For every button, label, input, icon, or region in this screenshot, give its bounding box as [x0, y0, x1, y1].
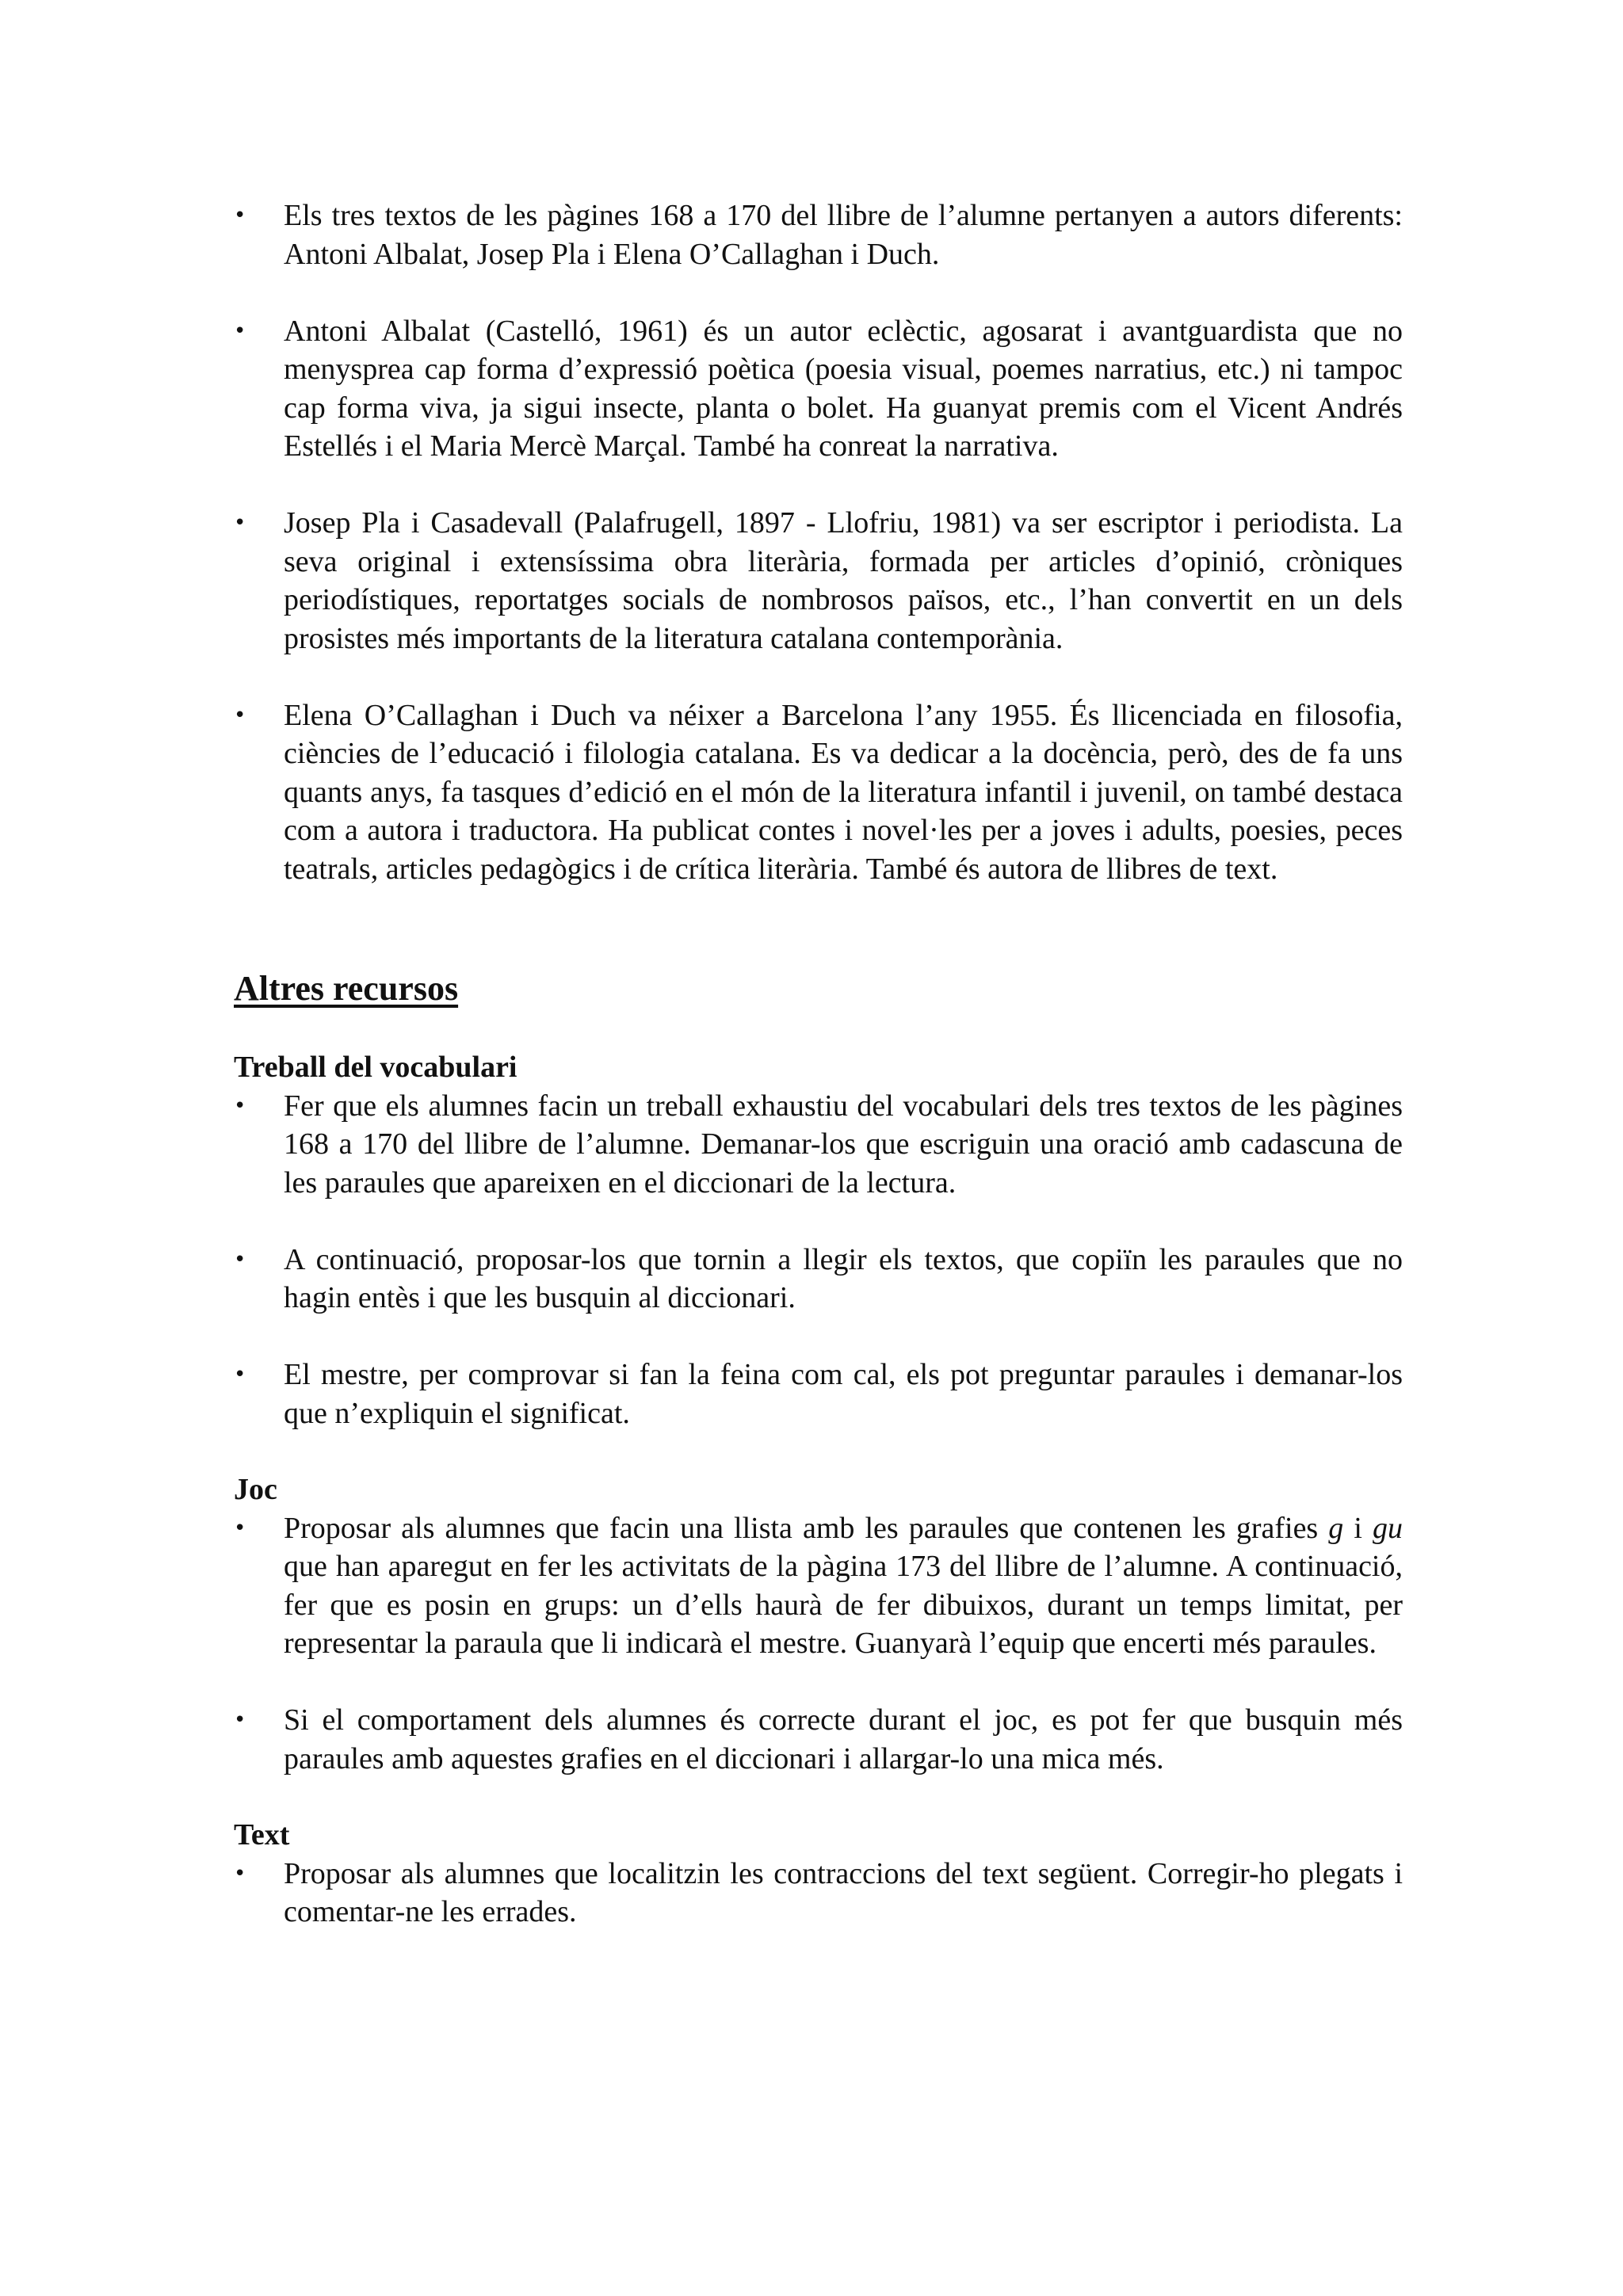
- list-item-text: Proposar als alumnes que localitzin les contraccions del text següent. Corregir-ho plegats i comentar-ne les errades.: [284, 1856, 1403, 1928]
- bullet-icon: •: [234, 703, 246, 727]
- list-item: [234, 1701, 1403, 1778]
- text-bullet-list: [234, 1855, 1403, 1932]
- list-item-text: Josep Pla i Casadevall (Palafrugell, 1897 - Llofriu, 1981) va ser escriptor i periodista. La seva original i extensíssima obra literària, formada per articles d’opinió, cròniques periodístiques, reportatges socials de nombrosos països, etc., l’han convertit en un dels prosistes més importants de la literatura catalana contemporània.: [284, 506, 1403, 655]
- list-item: [234, 1509, 1403, 1663]
- subsection-title-text: Text: [234, 1818, 290, 1852]
- list-item-text: Elena O’Callaghan i Duch va néixer a Barcelona l’any 1955. És llicenciada en filosofia, ciències de l’educació i filologia catalana. Es va dedicar a la docència, però, des de fa uns quants anys, fa tasques d’edició en el món de la literatura infantil i juvenil, on també destaca com a autora i traductora. Ha publicat contes i novel·les per a joves i adults, poesies, peces teatrals, articles pedagògics i de crítica literària. També és autora de llibres de text.: [284, 698, 1403, 886]
- italic-term: gu: [1373, 1511, 1403, 1545]
- bullet-icon: •: [234, 511, 246, 535]
- joc-section: [234, 1470, 1403, 1778]
- bullet-icon: •: [234, 1516, 246, 1540]
- list-item-text: Antoni Albalat (Castelló, 1961) és un autor eclèctic, agosarat i avantguardista que no menysprea cap forma d’expressió poètica (poesia visual, poemes narratius, etc.) ni tampoc cap forma viva, ja sigui insecte, planta o bolet. Ha guanyat premis com el Vicent Andrés Estellés i el Maria Mercè Marçal. També ha conreat la narrativa.: [284, 314, 1403, 463]
- list-item-text: A continuació, proposar-los que tornin a llegir els textos, que copiïn les paraules que no hagin entès i que les busquin al diccionari.: [284, 1242, 1403, 1314]
- text-section: [234, 1816, 1403, 1932]
- list-item-text: Els tres textos de les pàgines 168 a 170 del llibre de l’alumne pertanyen a autors diferents: Antoni Albalat, Josep Pla i Elena O’Callaghan i Duch.: [284, 199, 1403, 271]
- vocabulari-section: [234, 1048, 1403, 1432]
- text-run: que han aparegut en fer les activitats de la pàgina 173 del llibre de l’alumne. A continuació, fer que es posin en grups: un d’ells haurà de fer dibuixos, durant un temps limitat, per representar la paraula que li indicarà el mestre. Guanyarà l’equip que encerti més paraules.: [284, 1550, 1403, 1660]
- list-item: [234, 1356, 1403, 1432]
- list-item: [234, 1087, 1403, 1203]
- vocabulari-bullet-list: [234, 1087, 1403, 1433]
- list-item: [234, 196, 1403, 273]
- list-item-text: [284, 1512, 1403, 1661]
- italic-term: g: [1328, 1511, 1344, 1545]
- list-item: [234, 696, 1403, 889]
- bullet-icon: •: [234, 1363, 246, 1386]
- bullet-icon: •: [234, 318, 246, 343]
- document-content: [234, 196, 1403, 1932]
- text-run: i: [1343, 1511, 1373, 1545]
- text-run: Proposar als alumnes que facin una llista amb les paraules que contenen les grafies: [284, 1511, 1329, 1545]
- list-item-text: Fer que els alumnes facin un treball exhaustiu del vocabulari dels tres textos de les pàgines 168 a 170 del llibre de l’alumne. Demanar-los que escriguin una oració amb cadascuna de les paraules que apareixen en el diccionari de la lectura.: [284, 1089, 1403, 1199]
- subsection-title-joc: Joc: [234, 1473, 277, 1506]
- bullet-icon: •: [234, 1861, 246, 1886]
- list-item: [234, 1241, 1403, 1318]
- list-item-text: El mestre, per comprovar si fan la feina com cal, els pot preguntar paraules i demanar-los que n’expliquin el significat.: [284, 1358, 1403, 1430]
- bullet-icon: •: [234, 1708, 246, 1732]
- bullet-icon: •: [234, 204, 246, 227]
- bullet-icon: •: [234, 1093, 246, 1118]
- list-item: [234, 1855, 1403, 1932]
- section-title: Altres recursos: [234, 969, 459, 1008]
- bullet-icon: •: [234, 1247, 246, 1272]
- subsection-title-vocabulari: Treball del vocabulari: [234, 1051, 517, 1084]
- intro-bullet-list: [234, 196, 1403, 888]
- list-item: [234, 312, 1403, 466]
- joc-bullet-list: [234, 1509, 1403, 1779]
- list-item-text: Si el comportament dels alumnes és correcte durant el joc, es pot fer que busquin més paraules amb aquestes grafies en el diccionari i allargar-lo una mica més.: [284, 1703, 1403, 1775]
- list-item: [234, 504, 1403, 658]
